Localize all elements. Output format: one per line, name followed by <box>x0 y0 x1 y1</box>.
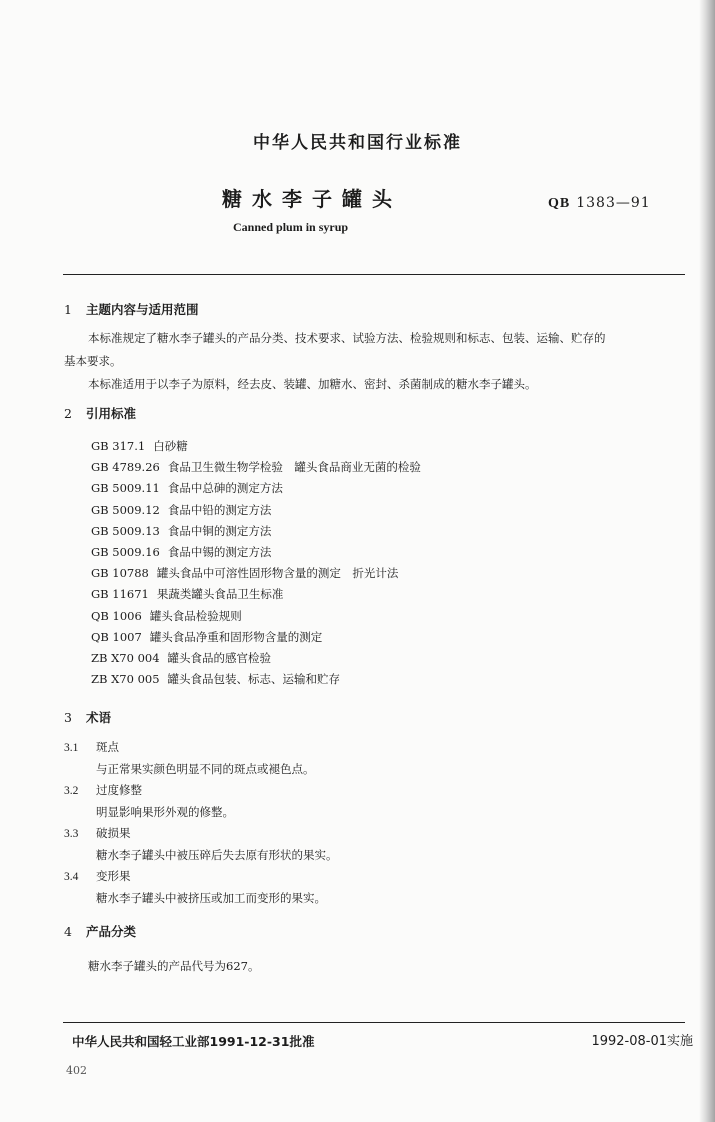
reference-title: 罐头食品包装、标志、运输和贮存 <box>167 672 341 687</box>
scope-line-2: 基本要求。 <box>64 354 122 368</box>
reference-title: 果蔬类罐头食品卫生标准 <box>156 587 284 602</box>
term-heading <box>64 739 119 755</box>
reference-item <box>91 563 421 584</box>
section-title: 引用标准 <box>86 406 137 421</box>
term-definition: 糖水李子罐头中被挤压或加工而变形的果实。 <box>96 891 326 905</box>
reference-item <box>91 669 421 690</box>
term-number: 3.3 <box>64 828 79 840</box>
section-number: 2 <box>64 406 72 421</box>
reference-title: 罐头食品中可溶性固形物含量的测定 折光计法 <box>156 566 399 581</box>
classification-text <box>64 955 686 978</box>
section-title: 术语 <box>86 710 112 725</box>
term-heading <box>64 782 142 798</box>
term-number: 3.1 <box>64 742 79 754</box>
reference-code: ZB X70 004 <box>91 650 160 665</box>
reference-code: GB 5009.16 <box>91 544 160 559</box>
document-title: 糖水李子罐头 <box>222 187 402 211</box>
page-edge-shadow <box>699 0 715 1122</box>
scope-line-1: 本标准规定了糖水李子罐头的产品分类、技术要求、试验方法、检验规则和标志、包装、运输、贮存的 <box>88 331 606 345</box>
term-name: 斑点 <box>96 740 119 754</box>
approval-line: 中华人民共和国轻工业部1991-12-31批准 <box>72 1034 315 1049</box>
standard-code <box>548 195 651 212</box>
classification-line: 糖水李子罐头的产品代号为627。 <box>88 959 260 973</box>
reference-list <box>91 436 421 690</box>
reference-title: 白砂糖 <box>153 439 188 453</box>
section-1-heading <box>64 300 199 318</box>
reference-item <box>91 627 421 648</box>
reference-item <box>91 542 421 563</box>
reference-title: 罐头食品净重和固形物含量的测定 <box>149 629 323 644</box>
term-name: 过度修整 <box>96 783 142 797</box>
section-2-heading <box>64 404 136 422</box>
section-title: 主题内容与适用范围 <box>86 302 199 317</box>
scope-line-3: 本标准适用于以李子为原料，经去皮、装罐、加糖水、密封、杀菌制成的糖水李子罐头。 <box>88 377 537 391</box>
section-4-heading <box>64 922 136 940</box>
reference-code: GB 5009.11 <box>91 481 160 496</box>
term-name: 变形果 <box>96 869 131 883</box>
section-3-heading <box>64 708 111 726</box>
term-name: 破损果 <box>96 826 131 840</box>
term-definition: 与正常果实颜色明显不同的斑点或褪色点。 <box>96 762 315 776</box>
english-title: Canned plum in syrup <box>233 220 349 234</box>
reference-title: 罐头食品检验规则 <box>149 608 242 623</box>
reference-code: GB 10788 <box>91 566 149 581</box>
term-definition: 明显影响果形外观的修整。 <box>96 805 234 819</box>
reference-title: 食品卫生微生物学检验 罐头食品商业无菌的检验 <box>167 460 421 475</box>
page-number: 402 <box>66 1064 87 1077</box>
reference-item <box>91 478 421 499</box>
section-number: 4 <box>64 924 72 939</box>
reference-code: GB 5009.12 <box>91 502 160 517</box>
term-number: 3.2 <box>64 785 79 797</box>
reference-title: 罐头食品的感官检验 <box>167 650 272 665</box>
reference-item <box>91 436 421 457</box>
reference-item <box>91 521 421 542</box>
reference-item <box>91 500 421 521</box>
code-prefix: QB <box>548 196 571 211</box>
term-heading <box>64 868 131 884</box>
reference-code: QB 1007 <box>91 629 142 644</box>
reference-item <box>91 606 421 627</box>
reference-code: ZB X70 005 <box>91 672 160 687</box>
section-title: 产品分类 <box>86 924 137 939</box>
reference-item <box>91 648 421 669</box>
header-rule <box>63 274 685 275</box>
section-number: 1 <box>64 302 72 317</box>
reference-title: 食品中总砷的测定方法 <box>167 481 283 496</box>
term-definition: 糖水李子罐头中被压碎后失去原有形状的果实。 <box>96 848 338 862</box>
effective-date: 1992-08-01实施 <box>591 1034 693 1049</box>
reference-item <box>91 584 421 605</box>
reference-title: 食品中铅的测定方法 <box>167 502 272 517</box>
reference-code: GB 5009.13 <box>91 523 160 538</box>
reference-code: GB 4789.26 <box>91 460 160 475</box>
reference-title: 食品中锡的测定方法 <box>167 544 272 559</box>
footer-rule <box>63 1022 685 1023</box>
term-number: 3.4 <box>64 871 79 883</box>
reference-code: GB 11671 <box>91 587 149 602</box>
scope-text <box>64 327 686 396</box>
code-number: 1383—91 <box>576 195 651 211</box>
reference-title: 食品中铜的测定方法 <box>167 523 272 538</box>
reference-code: GB 317.1 <box>91 439 146 453</box>
reference-item <box>91 457 421 478</box>
section-number: 3 <box>64 710 72 725</box>
reference-code: QB 1006 <box>91 608 142 623</box>
term-heading <box>64 825 131 841</box>
issuing-org: 中华人民共和国行业标准 <box>253 133 462 153</box>
